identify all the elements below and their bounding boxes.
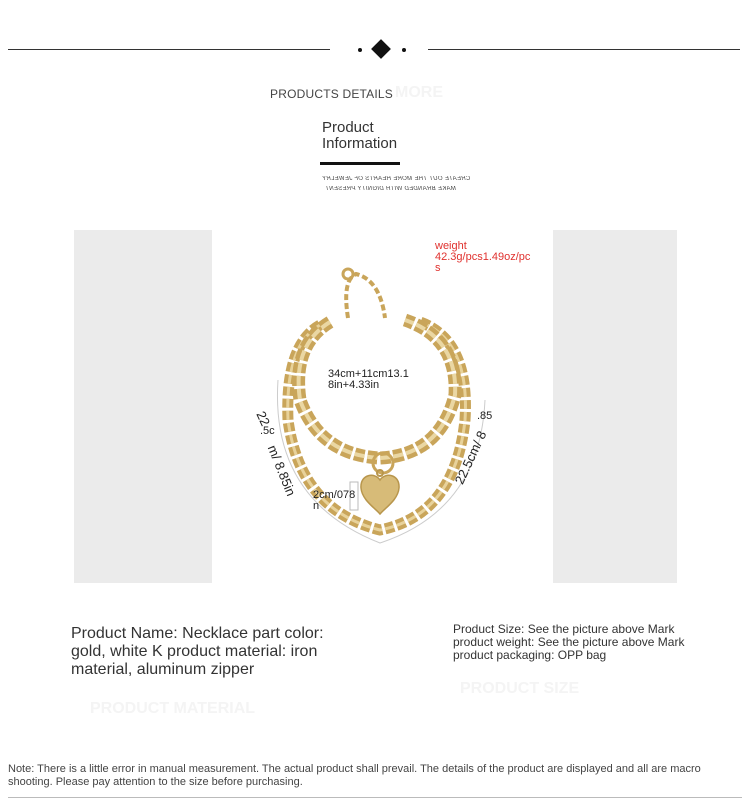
measurement-note: Note: There is a little error in manual measurement. The actual product shall prevail. The details of the product are displayed and all are macro shooting. Please pay attention to the size before purchasing. <box>8 763 701 788</box>
product-name-details: Product Name: Necklace part color: gold, white K product material: iron material, aluminum zipper <box>71 625 324 678</box>
divider-diamond-icon <box>371 39 391 59</box>
divider-dot-left <box>358 48 362 52</box>
chain-clasp-ring <box>343 269 353 279</box>
section-title: PRODUCTS DETAILS <box>270 87 393 101</box>
right-side-label-b: 22.5cm/ 8 <box>451 428 490 487</box>
extension-chain <box>346 274 385 318</box>
watermark-ghost-top: MORE <box>395 84 443 101</box>
pendant-size-line2: n <box>313 500 320 512</box>
left-gray-panel <box>74 230 212 583</box>
top-divider-right <box>428 49 740 50</box>
top-divider-left <box>8 49 330 50</box>
inner-length-label <box>328 369 409 391</box>
weight-line1: weight <box>435 240 467 252</box>
product-size-details: Product Size: See the picture above Mark product weight: See the picture above Mark product packaging: OPP bag <box>453 622 685 662</box>
mirrored-slogan-line2: MAKE BRANDED WITH DIGNITY PRESENT <box>325 186 456 192</box>
watermark-ghost-left: PRODUCT MATERIAL <box>90 700 256 717</box>
left-side-label-c: m/ 8.85in <box>264 442 299 499</box>
info-title-line1: Product <box>322 119 374 136</box>
left-side-label-b: .5c <box>260 425 275 437</box>
divider-dot-right <box>402 48 406 52</box>
right-gray-panel <box>553 230 677 583</box>
inner-length-line1: 34cm+11cm13.1 <box>328 368 409 380</box>
right-side-label-a: .85 <box>477 410 493 422</box>
weight-line3: s <box>435 262 441 274</box>
bottom-divider <box>8 797 742 798</box>
weight-label <box>435 241 545 274</box>
info-title-line2: Information <box>322 135 398 152</box>
heart-pendant <box>361 475 399 514</box>
pendant-size-label <box>313 490 355 512</box>
product-information-title <box>322 120 432 152</box>
pendant-size-line1: 2cm/078 <box>313 489 356 501</box>
left-side-label-a: 22 <box>253 408 274 429</box>
weight-line2: 42.3g/pcs1.49oz/pc <box>435 251 531 263</box>
mirrored-slogan-line1: CREATE OUT THE MORE HEARTS OF JEWELRY <box>322 176 471 182</box>
watermark-ghost-right: PRODUCT SIZE <box>460 680 580 697</box>
info-underline <box>320 162 400 165</box>
inner-length-line2: 8in+4.33in <box>328 379 380 391</box>
